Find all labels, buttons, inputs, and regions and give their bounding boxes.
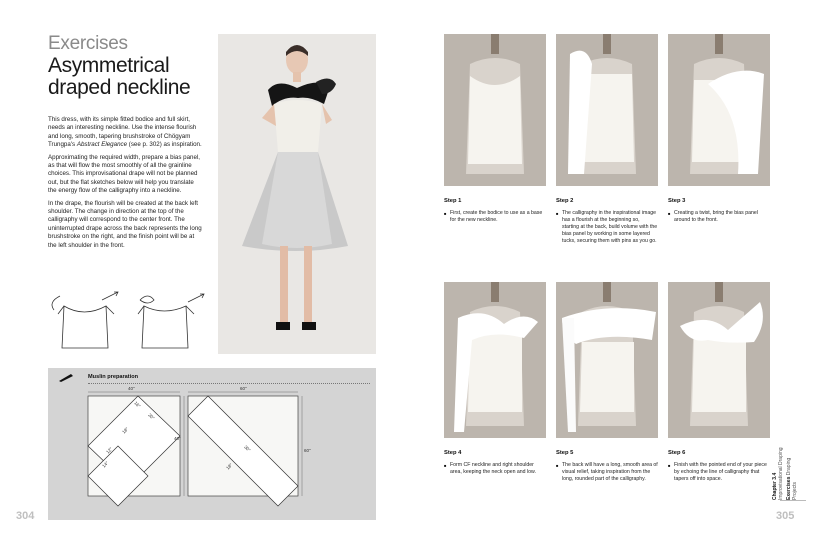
step-2-caption	[556, 198, 658, 245]
step-3-caption	[668, 198, 770, 224]
page-title-line2: draped neckline	[48, 76, 191, 99]
step-4-title: Step 4	[444, 450, 462, 456]
side-tab-chapter: Chapter 3.4	[772, 472, 778, 500]
dim-a-diag2: 18"	[121, 426, 130, 435]
step-1-photo	[444, 34, 546, 186]
step-4-caption	[444, 450, 546, 476]
muslin-divider	[88, 383, 370, 384]
side-tab-line3: Exercises	[786, 476, 792, 500]
intro-text	[48, 116, 204, 254]
step-3-title: Step 3	[668, 198, 686, 204]
dim-b-diag1: 30"	[243, 444, 252, 453]
page-title-line1: Asymmetrical	[48, 54, 170, 77]
step-2-text: ■ The calligraphy in the inspirational image has a flourish at the beginning so, starting at the back, build volume with the bias panel by working in some layered tucks, securing them with pins as you go.	[556, 210, 658, 245]
step-1-title: Step 1	[444, 198, 462, 204]
dim-a-diag4: 16"	[133, 400, 142, 409]
intro-paragraph-2: Approximating the required width, prepare a bias panel, as that will flow the most smoothly of all the grainline choices. This improvisational drape will not be planned out, but the flat sketches below will help you translate the energy flow of the calligraphy into a neckline.	[48, 153, 201, 195]
step-6-caption	[668, 450, 770, 483]
muslin-preparation-label: Muslin preparation	[88, 374, 139, 380]
page-number-right: 305	[776, 510, 795, 522]
step-1-caption	[444, 198, 546, 224]
step-5-text: ■ The back will have a long, smooth area of visual relief, taking inspiration from the long, rounded part of the calligraphy.	[556, 462, 658, 483]
step-6-photo	[668, 282, 770, 438]
dim-b-top: 60"	[240, 386, 247, 391]
step-4-text: ■ Form CF neckline and right shoulder area, keeping the neck open and low.	[444, 462, 546, 476]
section-kicker: Exercises	[48, 33, 128, 54]
muslin-diagrams	[48, 386, 376, 516]
intro-paragraph-1: This dress, with its simple fitted bodice and full skirt, needs an interesting neckline. Use the intense flourish and long, smooth, tapering brushstroke of Chögyam Trungpa's Abstract Elegance (see p. 302) as inspiration.	[48, 116, 202, 149]
dim-a-side: 40"	[174, 436, 181, 441]
dim-a-diag3: 12"	[105, 446, 114, 455]
step-2-title: Step 2	[556, 198, 574, 204]
dress-illustration	[218, 34, 376, 354]
side-tab-rule	[780, 500, 806, 501]
step-4-photo	[444, 282, 546, 438]
flat-sketches	[44, 288, 214, 358]
side-tab-line2: Improvisational Draping	[778, 447, 784, 500]
step-5-caption	[556, 450, 658, 483]
step-3-photo	[668, 34, 770, 186]
dim-a-top: 40"	[128, 386, 135, 391]
side-tab-line4: Draping Projects	[786, 457, 798, 500]
chapter-side-tab	[772, 440, 784, 500]
pencil-icon	[58, 372, 74, 382]
model-photo	[218, 34, 376, 354]
step-5-title: Step 5	[556, 450, 574, 456]
dim-b-diag2: 18"	[225, 462, 234, 471]
step-2-photo	[556, 34, 658, 186]
muslin-preparation-panel	[48, 368, 376, 520]
dim-a-diag1: 20"	[147, 412, 156, 421]
step-6-text: ■ Finish with the pointed end of your piece by echoing the line of calligraphy that tapers off into space.	[668, 462, 770, 483]
step-3-text: ■ Creating a twist, bring the bias panel around to the front.	[668, 210, 770, 224]
step-1-text: ■ First, create the bodice to use as a base for the new neckline.	[444, 210, 546, 224]
step-6-title: Step 6	[668, 450, 686, 456]
step-5-photo	[556, 282, 658, 438]
right-page	[410, 0, 820, 558]
dim-b-side: 60"	[304, 448, 311, 453]
page-number-left: 304	[16, 510, 35, 522]
intro-paragraph-3: In the drape, the flourish will be created at the back left shoulder. The change in direction at the top of the calligraphy will correspond to the center front. The uninterrupted drape across the back represents the long brushstroke on the right, and the finish point will be at the left shoulder in the front.	[48, 199, 202, 249]
dim-a-diag5: 14"	[101, 460, 110, 469]
chapter-side-tab-2	[786, 440, 798, 500]
